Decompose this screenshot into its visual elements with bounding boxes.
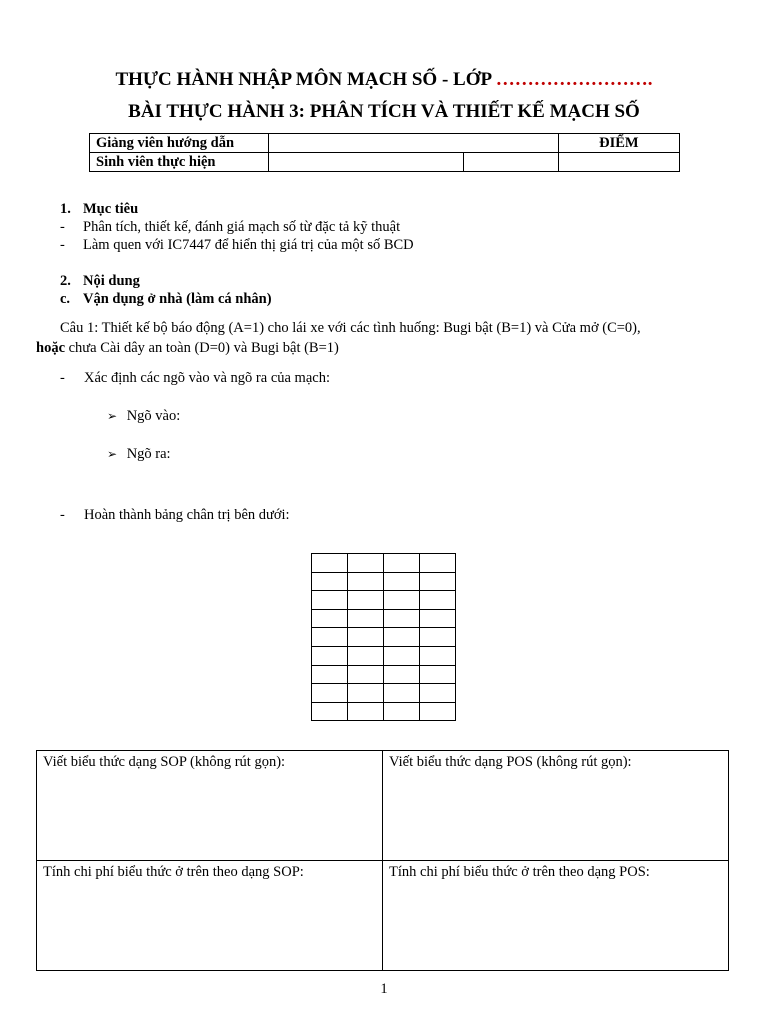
score-field[interactable] [558,153,679,172]
sop-answer-cell[interactable] [37,751,383,861]
truth-table-cell[interactable] [312,665,348,684]
page-title [0,69,768,91]
truth-table-cell[interactable] [384,572,420,591]
truth-table-cell[interactable] [348,646,384,665]
table-row [37,861,729,971]
truth-table-cell[interactable] [420,684,456,703]
truth-table-cell[interactable] [348,554,384,573]
student-id-field[interactable] [463,153,558,172]
task-identify: Xác định các ngõ vào và ngõ ra của mạch: [84,370,330,386]
subsection-c-title: Vận dụng ở nhà (làm cá nhân) [83,291,272,307]
truth-table-cell[interactable] [348,609,384,628]
table-row [90,134,680,153]
truth-table-cell[interactable] [420,628,456,647]
task-truth-table: Hoàn thành bảng chân trị bên dưới: [84,507,290,523]
truth-table-cell[interactable] [420,572,456,591]
title-text: THỰC HÀNH NHẬP MÔN MẠCH SỐ - LỚP [115,69,496,90]
truth-table-cell[interactable] [420,702,456,721]
truth-table-cell[interactable] [384,609,420,628]
section2-heading [60,273,140,290]
section2-number: 2. [60,273,71,289]
truth-table-cell[interactable] [312,628,348,647]
dash-icon: - [60,237,65,253]
class-name-blank[interactable]: ……………………. [495,69,653,90]
pos-prompt: Viết biểu thức dạng POS (không rút gọn): [389,754,632,770]
truth-table-cell[interactable] [348,702,384,721]
answers-table [36,750,729,971]
truth-table-cell[interactable] [312,702,348,721]
section1-number: 1. [60,201,71,217]
question1-line2 [36,340,339,357]
truth-table-cell[interactable] [348,572,384,591]
table-row [312,646,456,665]
outputs-label: Ngõ ra: [126,446,171,462]
truth-table-cell[interactable] [348,591,384,610]
truth-table-cell[interactable] [420,554,456,573]
truth-table-cell[interactable] [312,591,348,610]
score-label: ĐIỂM [558,134,679,153]
lab-title: BÀI THỰC HÀNH 3: PHÂN TÍCH VÀ THIẾT KẾ MẠCH SỐ [128,101,640,122]
truth-table-cell[interactable] [312,609,348,628]
table-row [312,628,456,647]
table-row [37,751,729,861]
truth-table-cell[interactable] [312,572,348,591]
table-row [312,702,456,721]
table-row [312,665,456,684]
dash-icon: - [60,219,65,235]
dash-icon: - [60,507,65,523]
truth-table-cell[interactable] [312,554,348,573]
sop-prompt: Viết biểu thức dạng SOP (không rút gọn): [43,754,286,770]
truth-table-cell[interactable] [384,628,420,647]
inputs-item [107,408,180,425]
section1-title: Mục tiêu [83,201,139,217]
truth-table-cell[interactable] [384,684,420,703]
truth-table-cell[interactable] [312,684,348,703]
truth-table-cell[interactable] [420,646,456,665]
inputs-label: Ngõ vào: [126,408,181,424]
truth-table-cell[interactable] [384,554,420,573]
info-table [89,133,680,172]
section1-heading [60,201,139,218]
question1-line1: Câu 1: Thiết kế bộ báo động (A=1) cho lái xe với các tình huống: Bugi bật (B=1) và Cửa mở (C=0), [60,320,641,336]
page-number: 1 [380,981,388,997]
truth-table-cell[interactable] [384,646,420,665]
question1-line2-rest: chưa Cài dây an toàn (D=0) và Bugi bật (B=1) [65,340,339,356]
question1-or: hoặc [36,340,65,356]
table-row [312,591,456,610]
sop-cost-prompt: Tính chi phí biểu thức ở trên theo dạng SOP: [43,864,304,880]
truth-table-cell[interactable] [348,665,384,684]
subsection-c-letter: c. [60,291,71,307]
arrow-icon: ➢ [107,447,118,461]
list-item: Làm quen với IC7447 để hiển thị giá trị của một số BCD [83,237,414,253]
pos-cost-prompt: Tính chi phí biểu thức ở trên theo dạng POS: [389,864,650,880]
arrow-icon: ➢ [107,409,118,423]
truth-table-cell[interactable] [348,628,384,647]
truth-table-cell[interactable] [420,665,456,684]
truth-table-cell[interactable] [348,684,384,703]
truth-table-cell[interactable] [420,609,456,628]
student-name-field[interactable] [269,153,463,172]
list-item: Phân tích, thiết kế, đánh giá mạch số từ đặc tả kỹ thuật [83,219,401,235]
truth-table-cell[interactable] [312,646,348,665]
section2-title: Nội dung [83,273,140,289]
table-row [312,554,456,573]
subsection-c-heading [60,291,272,308]
table-row [312,609,456,628]
instructor-label: Giảng viên hướng dẫn [90,134,269,153]
table-row [312,684,456,703]
table-row [90,153,680,172]
truth-table [311,553,456,721]
pos-answer-cell[interactable] [383,751,729,861]
pos-cost-cell[interactable] [383,861,729,971]
sop-cost-cell[interactable] [37,861,383,971]
truth-table-cell[interactable] [384,591,420,610]
truth-table-cell[interactable] [420,591,456,610]
dash-icon: - [60,370,65,386]
truth-table-cell[interactable] [384,665,420,684]
truth-table-cell[interactable] [384,702,420,721]
instructor-field[interactable] [269,134,558,153]
outputs-item [107,446,171,463]
table-row [312,572,456,591]
student-label: Sinh viên thực hiện [90,153,269,172]
